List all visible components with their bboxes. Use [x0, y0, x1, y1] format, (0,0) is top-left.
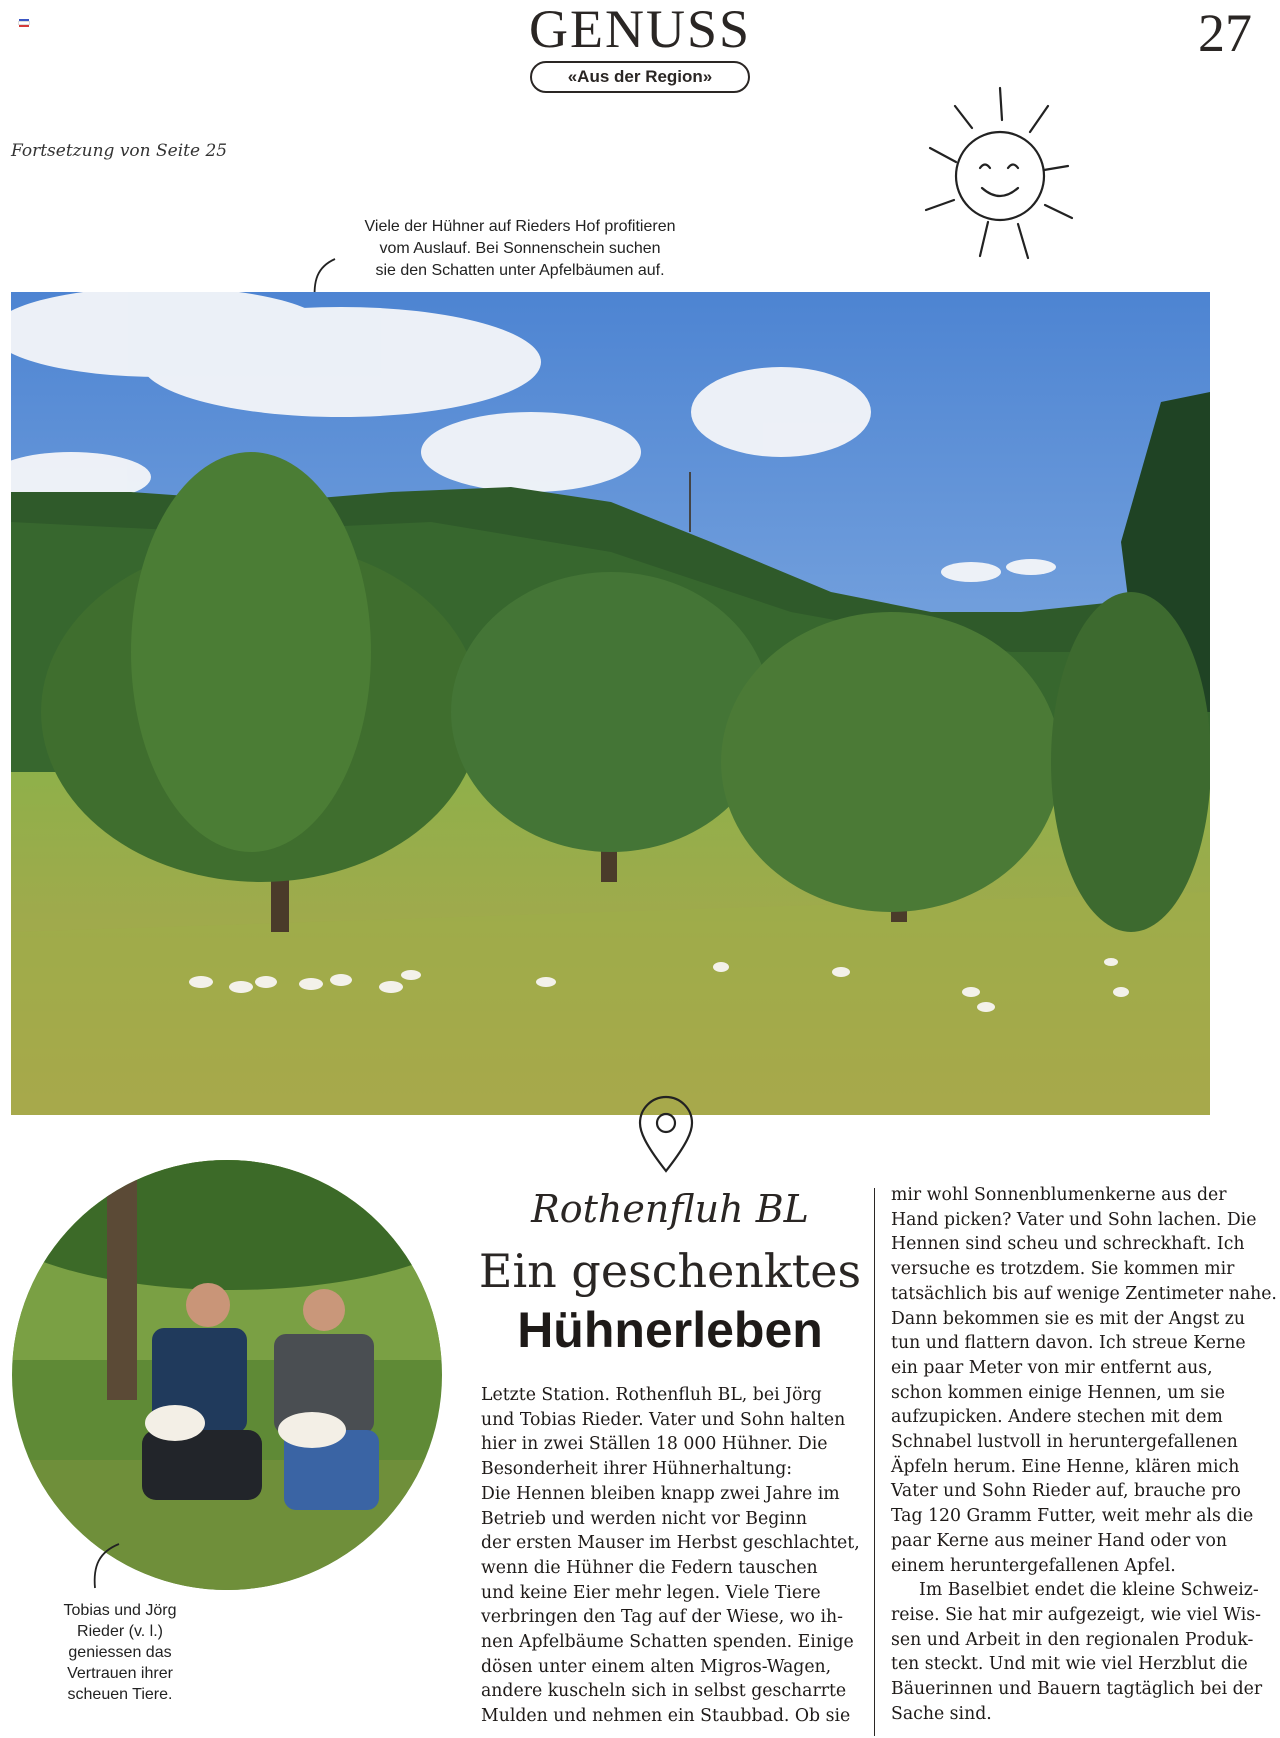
section-subtitle-badge: «Aus der Region»: [530, 61, 750, 93]
headline-line-2: Hühnerleben: [517, 1302, 823, 1358]
portrait-caption-line: Rieder (v. l.): [77, 1623, 163, 1640]
page-number: 27: [1198, 3, 1252, 63]
body-line: Schnabel lustvoll in heruntergefallenen: [891, 1432, 1238, 1453]
body-line: wenn die Hühner die Federn tauschen: [481, 1557, 818, 1578]
body-line: der ersten Mauser im Herbst geschlachtet,: [481, 1533, 860, 1554]
body-line: ein paar Meter von mir entfernt aus,: [891, 1357, 1213, 1378]
kicker-text: Rothenfluh BL: [531, 1187, 809, 1231]
farmers-portrait-photo: [12, 1160, 442, 1590]
photo-caption: [320, 216, 720, 282]
body-line: dösen unter einem alten Migros-Wagen,: [481, 1656, 832, 1677]
body-line: Dann bekommen sie es mit der Angst zu: [891, 1308, 1246, 1329]
body-line: Im Baselbiet endet die kleine Schweiz-: [919, 1580, 1259, 1601]
body-line: und keine Eier mehr legen. Viele Tiere: [481, 1582, 821, 1603]
body-line: sen und Arbeit in den regionalen Produk-: [891, 1629, 1254, 1650]
portrait-pointer-line: [85, 1540, 125, 1590]
column-divider: [874, 1188, 875, 1736]
body-line: Bäuerinnen und Bauern tagtäglich bei der: [891, 1679, 1263, 1700]
body-line: tatsächlich bis auf wenige Zentimeter nahe.: [891, 1283, 1277, 1304]
orchard-landscape-photo: [11, 292, 1210, 1115]
body-line: Sache sind.: [891, 1703, 992, 1724]
body-line: reise. Sie hat mir aufgezeigt, wie viel Wis-: [891, 1604, 1261, 1625]
body-line: aufzupicken. Andere stechen mit dem: [891, 1407, 1223, 1428]
location-pin-icon: [636, 1095, 696, 1175]
photo-caption-line: vom Auslauf. Bei Sonnenschein suchen: [379, 240, 661, 257]
body-line: paar Kerne aus meiner Hand oder von: [891, 1530, 1228, 1551]
body-line: Vater und Sohn Rieder auf, brauche pro: [891, 1481, 1241, 1502]
body-line: schon kommen einige Hennen, um sie: [891, 1382, 1225, 1403]
portrait-caption-line: scheuen Tiere.: [67, 1686, 173, 1703]
body-line: Besonderheit ihrer Hühnerhaltung:: [481, 1459, 793, 1480]
portrait-caption-line: Vertrauen ihrer: [67, 1665, 173, 1682]
body-line: versuche es trotzdem. Sie kommen mir: [891, 1259, 1235, 1280]
body-line: Äpfeln herum. Eine Henne, klären mich: [891, 1456, 1240, 1477]
photo-caption-line: Viele der Hühner auf Rieders Hof profitieren: [364, 218, 676, 235]
body-line: Betrieb und werden nicht vor Beginn: [481, 1508, 808, 1529]
body-line: andere kuscheln sich in selbst gescharrte: [481, 1681, 847, 1702]
article-column-2: [891, 1183, 1277, 1726]
body-line: tun und flattern davon. Ich streue Kerne: [891, 1333, 1246, 1354]
body-line: verbringen den Tag auf der Wiese, wo ih-: [481, 1607, 843, 1628]
portrait-caption: [40, 1600, 200, 1705]
body-line: Die Hennen bleiben knapp zwei Jahre im: [481, 1483, 840, 1504]
body-line: Mulden und nehmen ein Staubbad. Ob sie: [481, 1706, 851, 1727]
body-line: und Tobias Rieder. Vater und Sohn halten: [481, 1409, 846, 1430]
portrait-caption-line: Tobias und Jörg: [63, 1602, 177, 1619]
body-line: Hennen sind scheu und schreckhaft. Ich: [891, 1234, 1245, 1255]
body-line: hier in zwei Ställen 18 000 Hühner. Die: [481, 1434, 828, 1455]
body-line: einem heruntergefallenen Apfel.: [891, 1555, 1176, 1576]
headline-line-1: Ein geschenktes: [478, 1244, 862, 1298]
body-line: Tag 120 Gramm Futter, weit mehr als die: [891, 1506, 1254, 1527]
continuation-note: Fortsetzung von Seite 25: [11, 141, 228, 161]
section-title: GENUSS: [528, 0, 752, 59]
portrait-caption-line: geniessen das: [68, 1644, 172, 1661]
body-line: ten steckt. Und mit wie viel Herzblut die: [891, 1654, 1248, 1675]
body-line: nen Apfelbäume Schatten spenden. Einige: [481, 1632, 854, 1653]
body-line: Hand picken? Vater und Sohn lachen. Die: [891, 1209, 1257, 1230]
article-column-1: [481, 1383, 861, 1729]
sun-drawing-icon: [900, 80, 1100, 275]
location-kicker: [525, 1180, 815, 1240]
body-line: mir wohl Sonnenblumenkerne aus der: [891, 1185, 1227, 1205]
body-line: Letzte Station. Rothenfluh BL, bei Jörg: [481, 1385, 822, 1405]
photo-caption-line: sie den Schatten unter Apfelbäumen auf.: [375, 262, 665, 279]
